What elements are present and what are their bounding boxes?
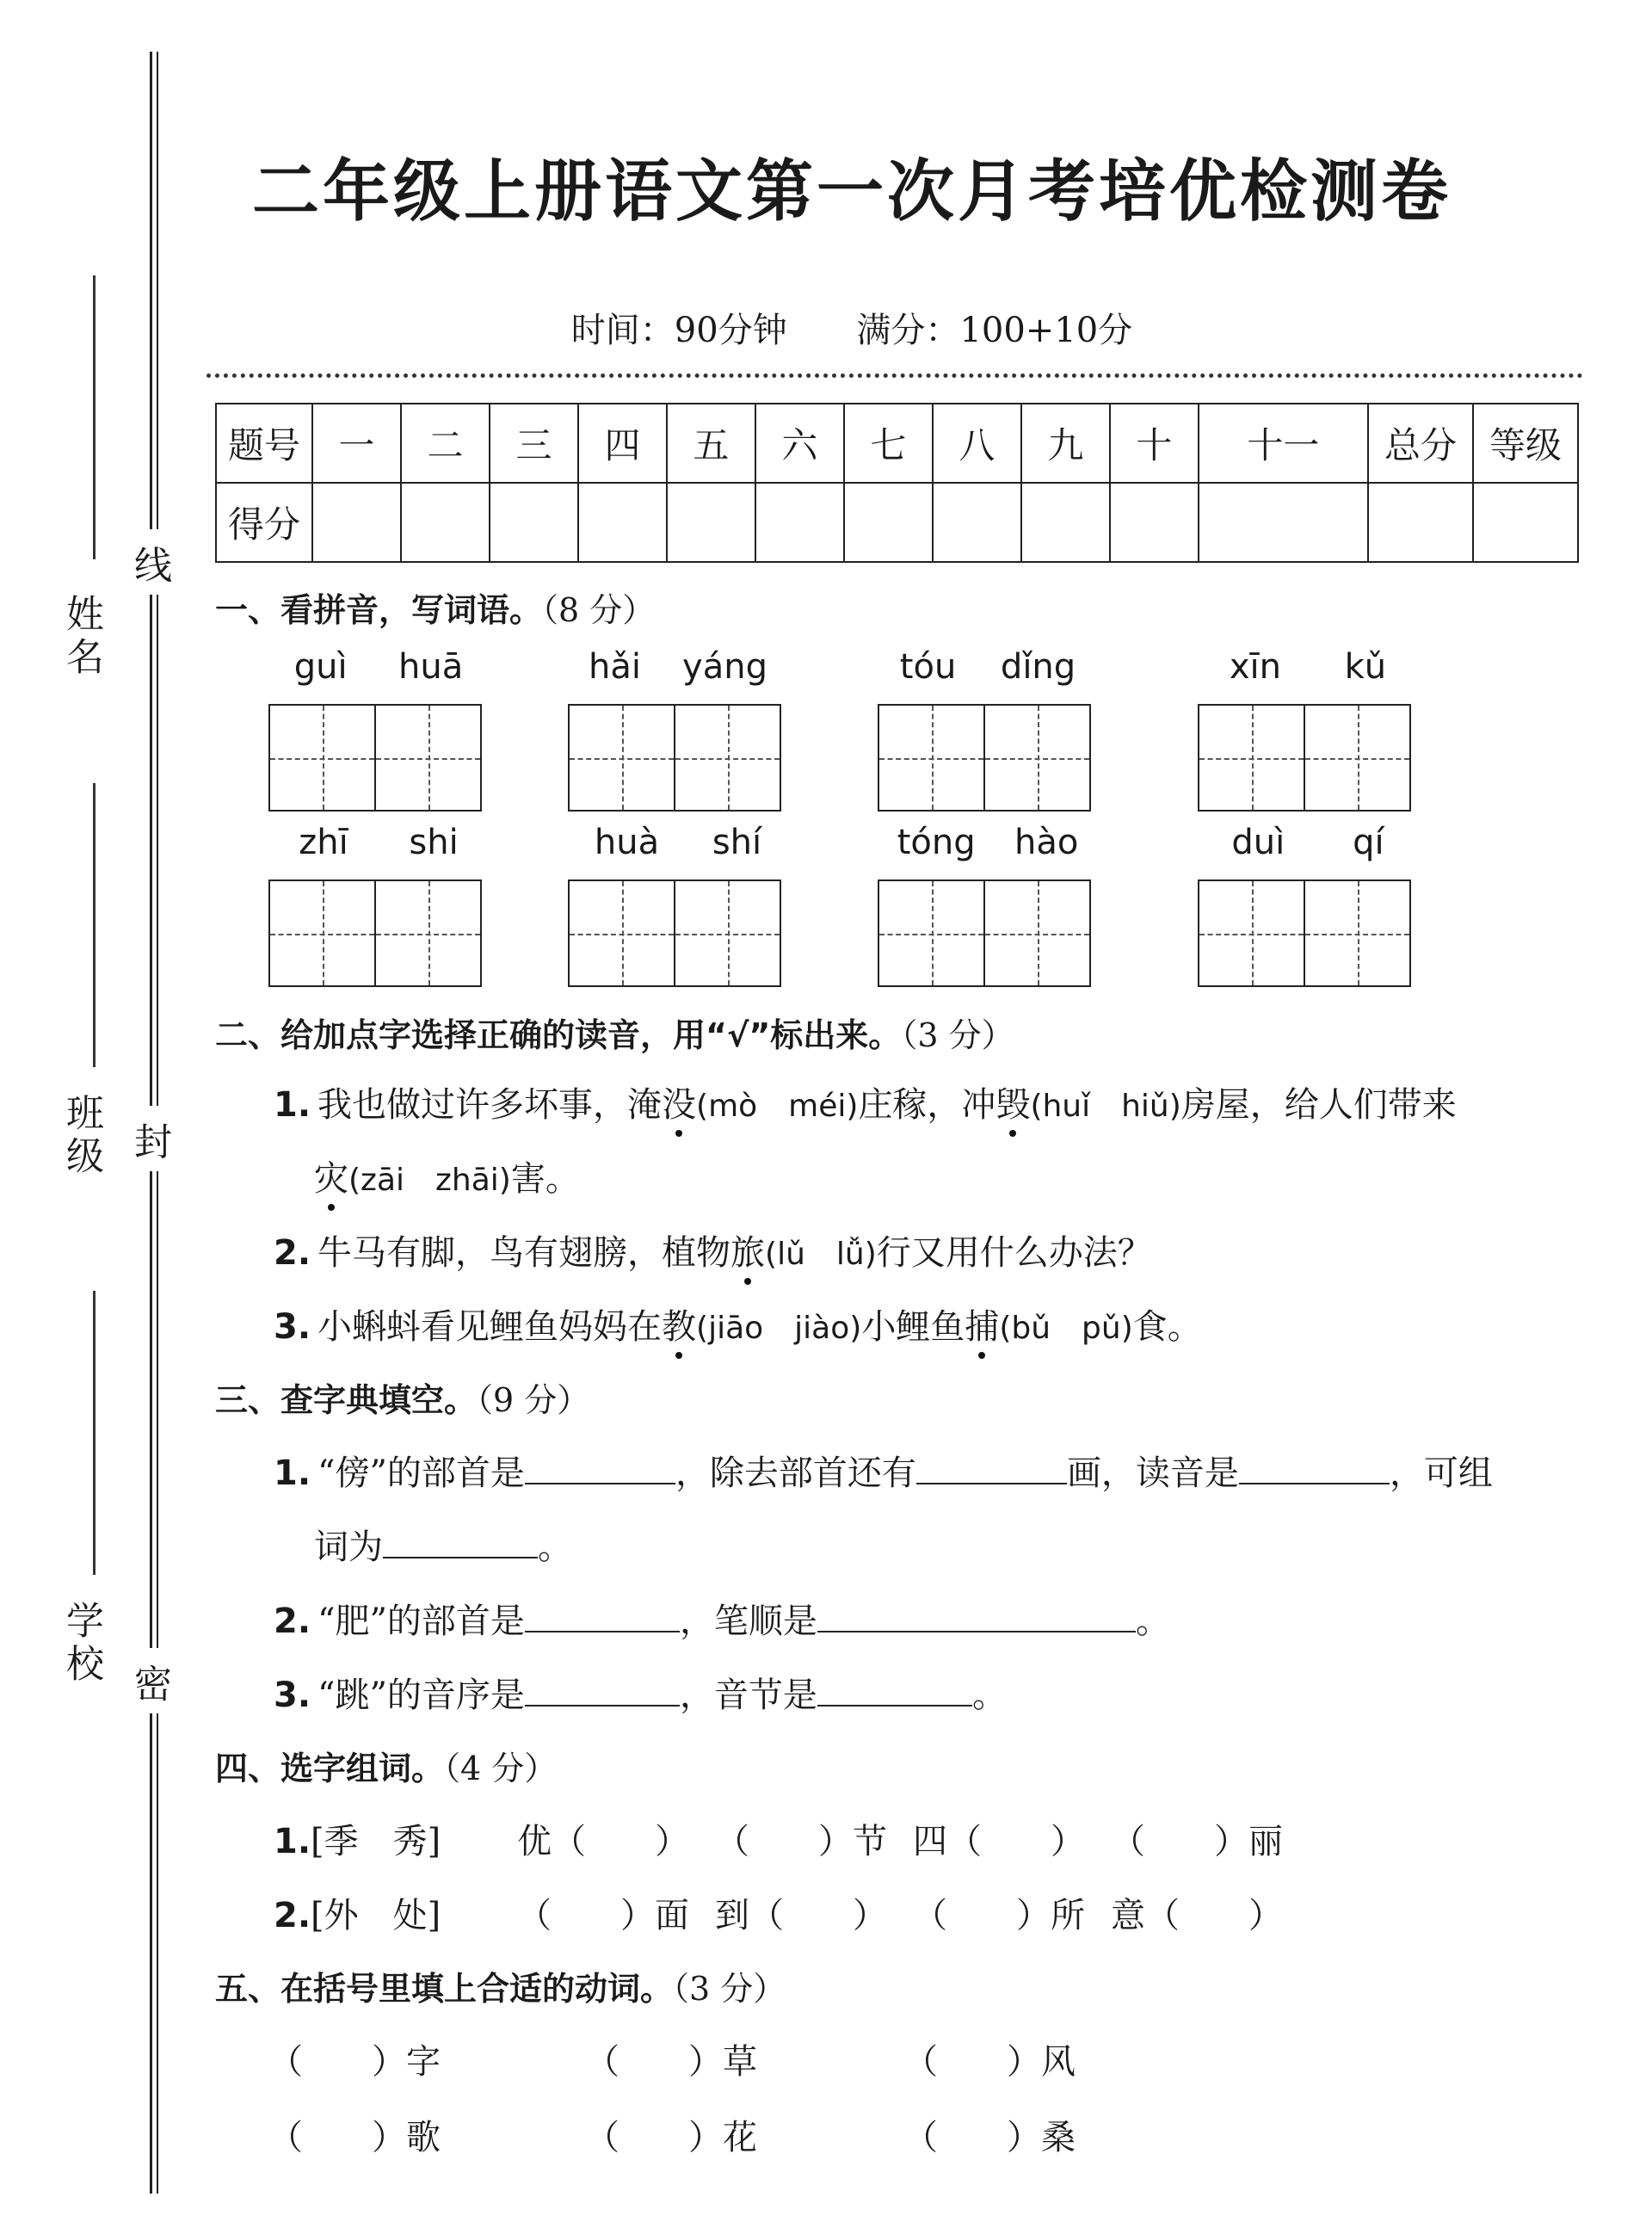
s3-question-1: 1. “傍”的部首是 ，除去部首还有 画，读音是 ，可组 xyxy=(274,1453,1493,1493)
s2-question-2: 2. 牛马有脚，鸟有翅膀，植物旅(lǔ lǚ)行又用什么办法？ xyxy=(274,1225,1152,1274)
section-1-label: 一、看拼音，写词语。 xyxy=(215,591,543,629)
school-blank xyxy=(93,1291,96,1575)
class-blank xyxy=(93,783,96,1067)
header-cell: 五 xyxy=(667,404,755,483)
section-1-title xyxy=(215,583,655,631)
exam-meta xyxy=(0,303,1652,352)
name-label: 姓名 xyxy=(59,594,103,680)
answer-blank[interactable] xyxy=(1239,1453,1390,1484)
pinyin-choice[interactable]: (lǔ lǚ) xyxy=(765,1237,877,1272)
s3-question-3: 3. “跳”的音序是 ，音节是 。 xyxy=(274,1676,1007,1715)
class-label: 班级 xyxy=(59,1093,103,1179)
word-box[interactable] xyxy=(878,823,1098,987)
tian-cell[interactable] xyxy=(983,879,1091,987)
score-cell[interactable] xyxy=(933,483,1021,562)
answer-blank[interactable] xyxy=(916,1453,1067,1484)
answer-blank[interactable] xyxy=(525,1602,680,1632)
pinyin-choice[interactable]: (huǐ hiǔ) xyxy=(1030,1089,1181,1124)
header-cell: 八 xyxy=(933,404,1021,483)
pinyin-choice[interactable]: (jiāo jiào) xyxy=(696,1311,862,1346)
score-cell[interactable] xyxy=(1368,483,1473,562)
fill-item[interactable]: （ ）节 xyxy=(715,1822,888,1861)
section-2-points: （3 分） xyxy=(901,1016,1014,1054)
header-cell: 一 xyxy=(312,404,401,483)
s4-question-1: 1.[季 秀] 优（ ） （ ）节 四（ ） （ ）丽 xyxy=(274,1814,1283,1863)
word-box[interactable] xyxy=(878,647,1098,812)
word-pinyin: duì qí xyxy=(1231,823,1384,862)
word-box[interactable] xyxy=(1198,823,1418,987)
fill-item[interactable]: （ ）字 xyxy=(268,2042,441,2082)
word-pinyin: tóu dǐng xyxy=(899,647,1076,687)
header-cell: 题号 xyxy=(216,404,312,483)
score-cell[interactable] xyxy=(1199,483,1368,562)
score-table-score-row xyxy=(216,483,1578,562)
header-cell: 总分 xyxy=(1368,404,1473,483)
pinyin-choice[interactable]: (bǔ pǔ) xyxy=(999,1311,1133,1346)
header-cell: 九 xyxy=(1021,404,1110,483)
score-cell[interactable] xyxy=(755,483,844,562)
score-cell[interactable] xyxy=(1110,483,1199,562)
word-pinyin: tóng hào xyxy=(897,823,1079,862)
tian-cell[interactable] xyxy=(983,704,1091,812)
section-1-points: （8 分） xyxy=(542,591,656,629)
fill-item[interactable]: （ ）风 xyxy=(903,2042,1076,2082)
fill-item[interactable]: （ ）花 xyxy=(585,2118,757,2157)
pinyin-choice[interactable]: (zāi zhāi) xyxy=(348,1163,511,1198)
tian-cell[interactable] xyxy=(374,704,482,812)
score-table-header-row xyxy=(216,404,1578,483)
s4-question-2: 2.[外 处] （ ）面 到（ ） （ ）所 意（ ） xyxy=(274,1888,1283,1937)
score-cell[interactable] xyxy=(578,483,667,562)
answer-blank[interactable] xyxy=(817,1676,972,1706)
word-box[interactable] xyxy=(268,823,489,987)
word-pinyin: xīn kǔ xyxy=(1229,647,1387,687)
fill-item[interactable]: 四（ ） xyxy=(913,1822,1086,1861)
tian-cell[interactable] xyxy=(568,879,675,987)
s2-question-1: 1. 我也做过许多坏事，淹没(mò méi)庄稼，冲毁(huǐ hiǔ)房屋，给人们带来 xyxy=(274,1077,1457,1126)
s2-question-1-cont: 灾(zāi zhāi)害。 xyxy=(314,1151,580,1200)
section-3-title xyxy=(215,1373,589,1421)
answer-blank[interactable] xyxy=(525,1676,680,1706)
word-pinyin: huà shí xyxy=(594,823,762,862)
tian-cell[interactable] xyxy=(1198,879,1305,987)
word-box[interactable] xyxy=(568,647,788,812)
score-cell[interactable] xyxy=(401,483,490,562)
section-4-points: （4 分） xyxy=(444,1750,558,1787)
fill-item[interactable]: （ ）丽 xyxy=(1111,1822,1284,1861)
fill-item[interactable]: 意（ ） xyxy=(1111,1896,1284,1935)
tian-cell[interactable] xyxy=(268,879,376,987)
tian-cell[interactable] xyxy=(268,704,376,812)
word-box[interactable] xyxy=(268,647,489,812)
answer-blank[interactable] xyxy=(817,1602,1136,1632)
tian-cell[interactable] xyxy=(374,879,482,987)
section-3-label: 三、查字典填空。 xyxy=(215,1381,478,1419)
seal-seal-char: 封 xyxy=(134,1106,172,1171)
s3-question-1-cont: 词为 。 xyxy=(314,1528,572,1567)
score-cell[interactable] xyxy=(490,483,578,562)
section-5-title xyxy=(215,1962,786,2009)
score-cell[interactable] xyxy=(1021,483,1110,562)
section-3-points: （9 分） xyxy=(477,1381,590,1419)
seal-line-char: 线 xyxy=(134,529,172,595)
tian-cell[interactable] xyxy=(1304,879,1411,987)
answer-blank[interactable] xyxy=(525,1453,675,1484)
score-cell[interactable] xyxy=(1473,483,1578,562)
tian-cell[interactable] xyxy=(878,879,985,987)
tian-cell[interactable] xyxy=(674,879,781,987)
header-cell: 十一 xyxy=(1199,404,1368,483)
s2-question-3: 3. 小蝌蚪看见鲤鱼妈妈在教(jiāo jiào)小鲤鱼捕(bǔ pǔ)食。 xyxy=(274,1299,1202,1349)
fill-item[interactable]: （ ）所 xyxy=(913,1896,1086,1935)
full-score: 满分：100+10分 xyxy=(856,311,1133,350)
header-cell: 等级 xyxy=(1473,404,1578,483)
score-cell[interactable] xyxy=(844,483,933,562)
tian-cell[interactable] xyxy=(674,704,781,812)
score-table xyxy=(215,403,1579,563)
fill-item[interactable]: 优（ ） xyxy=(517,1822,690,1861)
header-cell: 七 xyxy=(844,404,933,483)
word-pinyin: hǎi yáng xyxy=(589,647,767,687)
fill-item[interactable]: （ ）歌 xyxy=(268,2118,441,2157)
header-cell: 十 xyxy=(1110,404,1199,483)
seal-secret-char: 密 xyxy=(134,1648,172,1713)
section-5-points: （3 分） xyxy=(673,1970,786,2008)
tian-cell[interactable] xyxy=(1304,704,1411,812)
fill-item[interactable]: （ ）桑 xyxy=(903,2118,1076,2157)
score-cell[interactable] xyxy=(667,483,755,562)
fill-item[interactable]: （ ）草 xyxy=(585,2042,757,2082)
section-2-label: 二、给加点字选择正确的读音，用“√”标出来。 xyxy=(215,1016,902,1054)
header-cell: 二 xyxy=(401,404,490,483)
section-2-title xyxy=(215,1009,1014,1056)
fill-item[interactable]: （ ）面 xyxy=(517,1896,690,1935)
section-4-label: 四、选字组词。 xyxy=(215,1750,445,1787)
section-4-title xyxy=(215,1742,557,1789)
header-cell: 四 xyxy=(578,404,667,483)
row-label: 得分 xyxy=(216,483,312,562)
fill-item[interactable]: 到（ ） xyxy=(715,1896,888,1935)
header-cell: 三 xyxy=(490,404,578,483)
tian-cell[interactable] xyxy=(1198,704,1305,812)
word-pinyin: zhī shi xyxy=(299,823,459,862)
pinyin-choice[interactable]: (mò méi) xyxy=(696,1089,859,1124)
time-limit: 时间：90分钟 xyxy=(570,311,787,350)
section-5-label: 五、在括号里填上合适的动词。 xyxy=(215,1970,674,2008)
word-pinyin: guì huā xyxy=(293,647,464,687)
header-cell: 六 xyxy=(755,404,844,483)
word-box[interactable] xyxy=(568,823,788,987)
s3-question-2: 2. “肥”的部首是 ，笔顺是 。 xyxy=(274,1602,1170,1641)
dotted-divider xyxy=(206,373,1583,378)
word-box[interactable] xyxy=(1198,647,1418,812)
school-label: 学校 xyxy=(59,1601,103,1687)
page-title: 二年级上册语文第一次月考培优检测卷 xyxy=(251,152,1452,231)
answer-blank[interactable] xyxy=(383,1528,538,1558)
tian-cell[interactable] xyxy=(878,704,985,812)
score-cell[interactable] xyxy=(312,483,401,562)
tian-cell[interactable] xyxy=(568,704,675,812)
